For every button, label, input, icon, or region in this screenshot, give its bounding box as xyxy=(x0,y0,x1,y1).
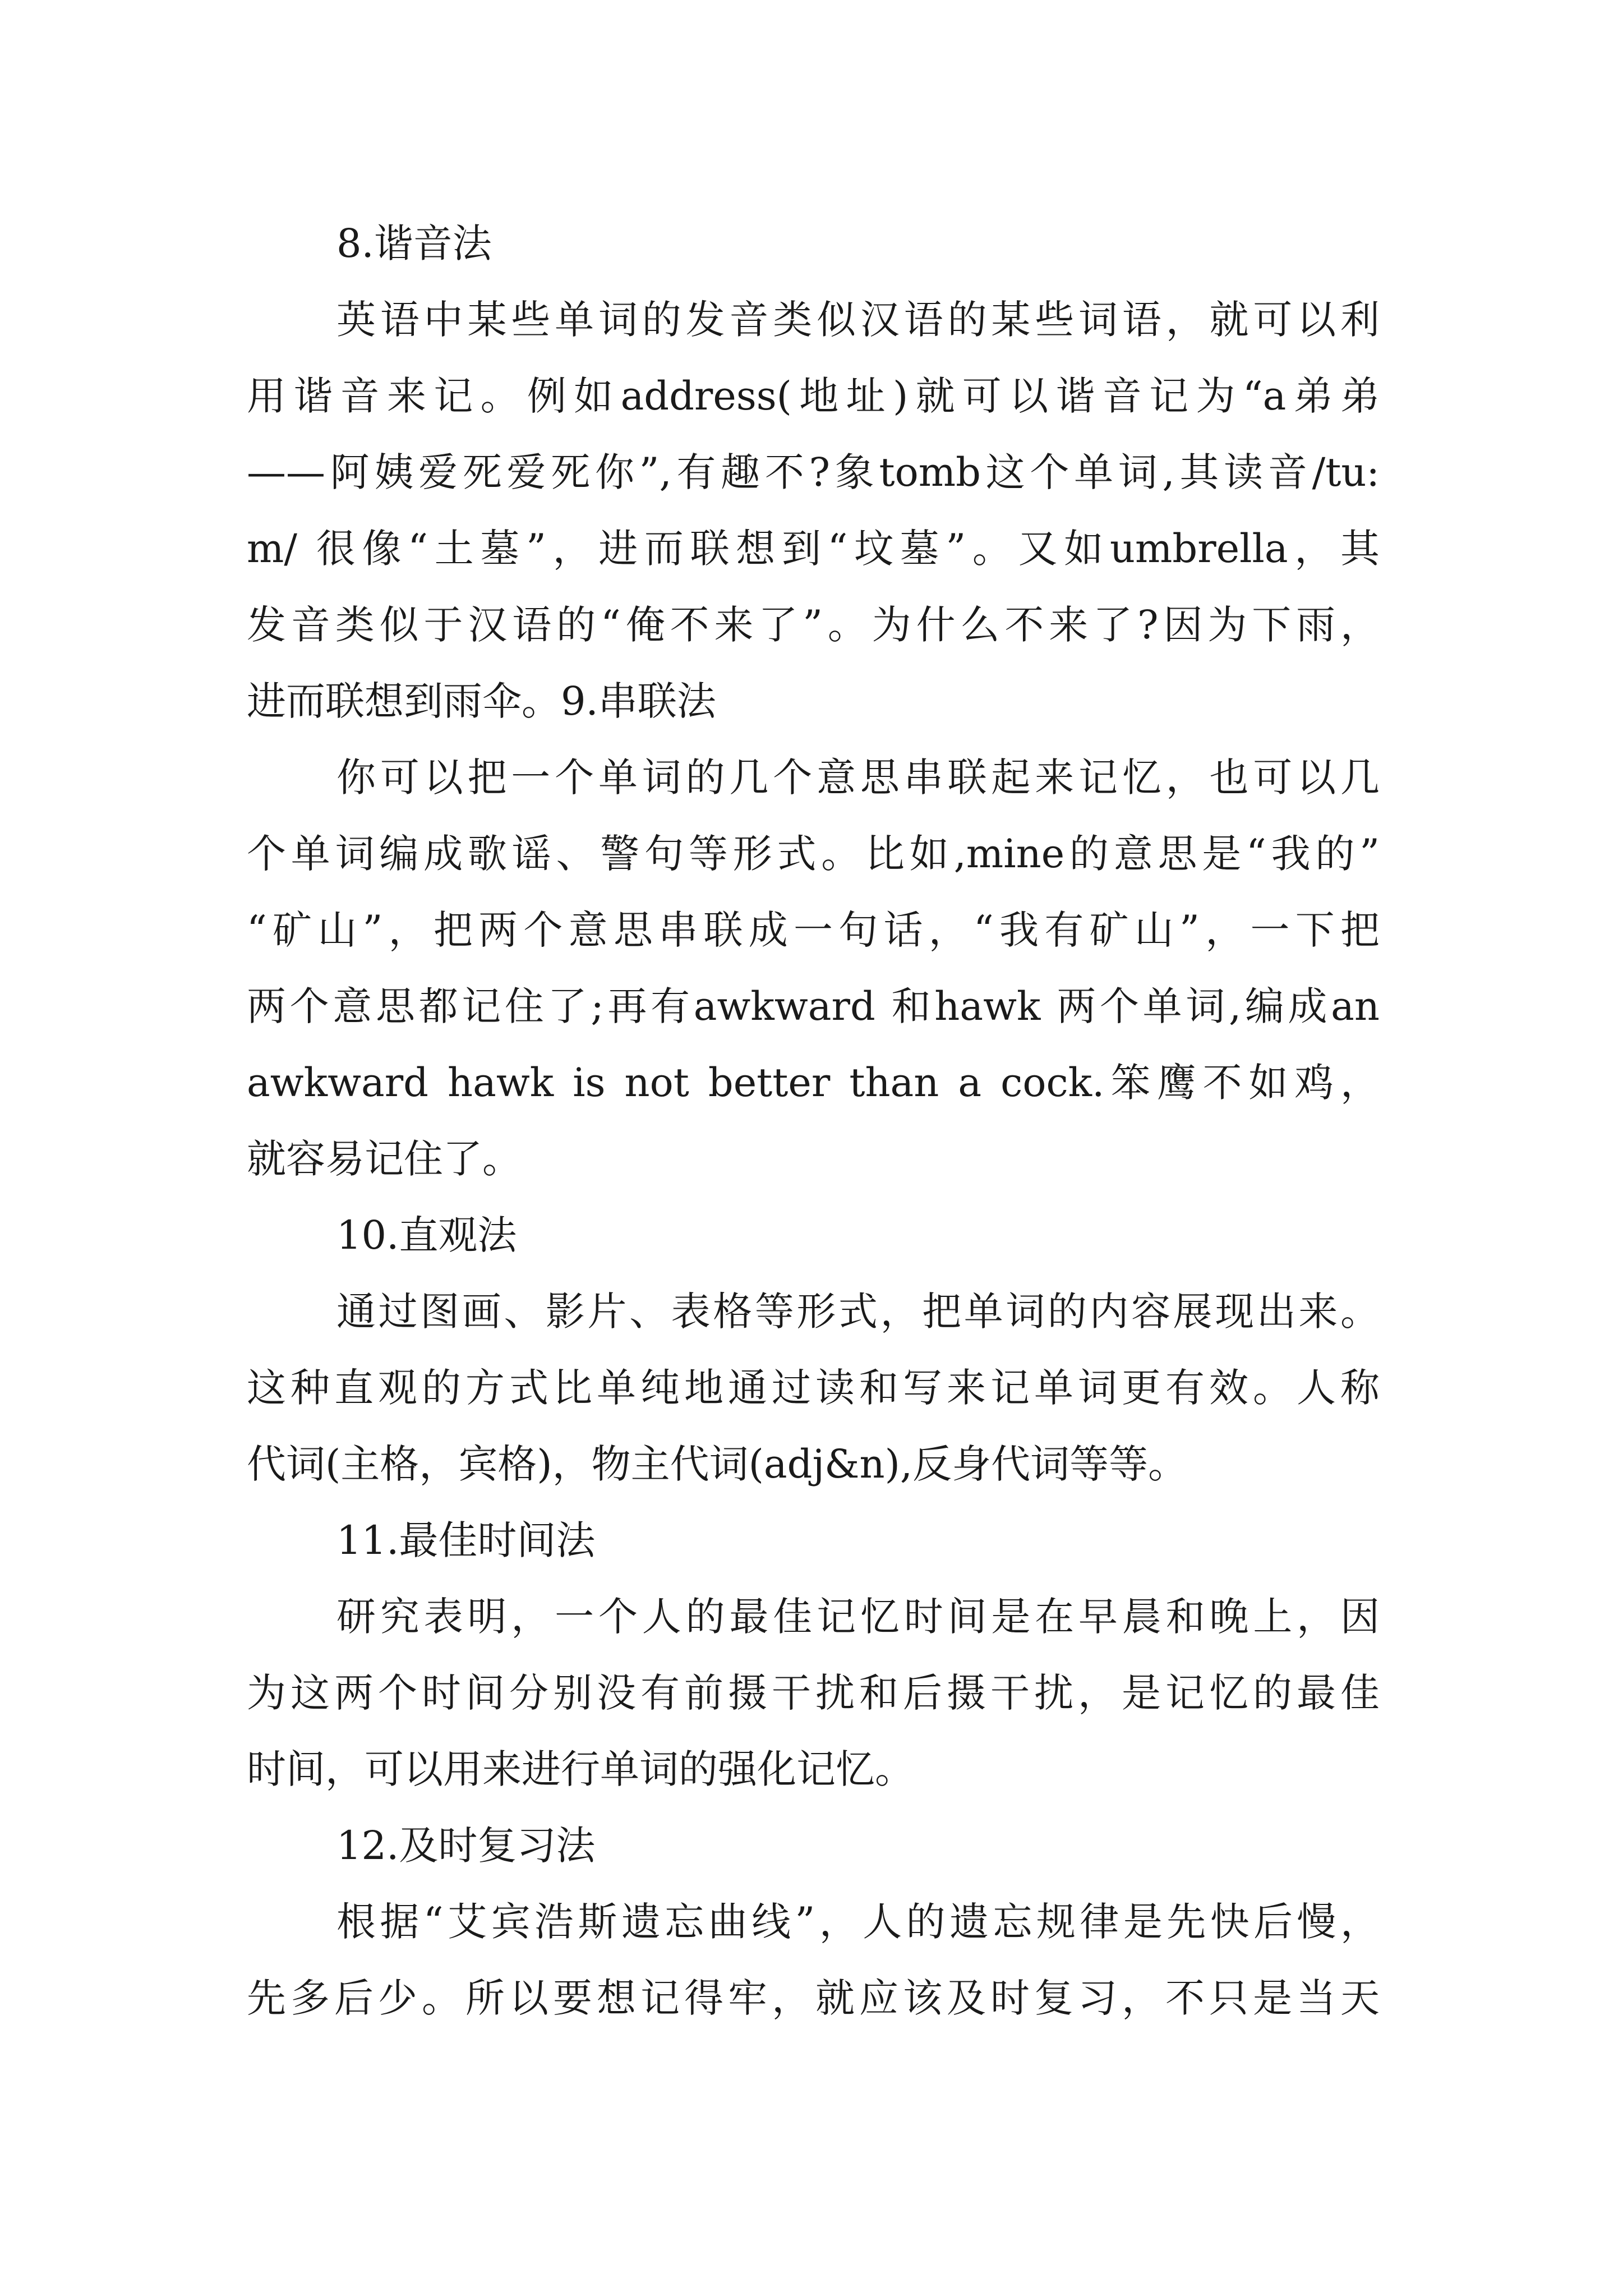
paragraph-line: 研究表明，一个人的最佳记忆时间是在早晨和晚上，因 xyxy=(336,1594,1380,1640)
paragraph-line: awkward hawk is not better than a cock.笨鹰不如鸡， xyxy=(247,1060,1380,1106)
paragraph-line: 通过图画、影片、表格等形式，把单词的内容展现出来。 xyxy=(336,1289,1380,1335)
paragraph-line: 进而联想到雨伞。9.串联法 xyxy=(247,678,716,724)
paragraph-line: 这种直观的方式比单纯地通过读和写来记单词更有效。人称 xyxy=(247,1365,1380,1411)
paragraph-line: 发音类似于汉语的“俺不来了”。为什么不来了?因为下雨， xyxy=(247,602,1380,648)
paragraph-line: 时间，可以用来进行单词的强化记忆。 xyxy=(247,1746,914,1792)
paragraph-line: m/ 很像“土墓”，进而联想到“坟墓”。又如umbrella，其 xyxy=(247,526,1380,572)
heading-homophone-method: 8.谐音法 xyxy=(336,220,492,266)
paragraph-line: 代词(主格，宾格)，物主代词(adj&n),反身代词等等。 xyxy=(247,1441,1188,1487)
paragraph-line: “矿山”，把两个意思串联成一句话，“我有矿山”，一下把 xyxy=(247,907,1380,953)
paragraph-line: 你可以把一个单词的几个意思串联起来记忆，也可以几 xyxy=(336,754,1380,800)
paragraph-line: 英语中某些单词的发音类似汉语的某些词语，就可以利 xyxy=(336,297,1380,343)
paragraph-line: 个单词编成歌谣、警句等形式。比如,mine的意思是“我的” xyxy=(247,831,1380,877)
paragraph-line: 就容易记住了。 xyxy=(247,1136,522,1182)
heading-best-time-method: 11.最佳时间法 xyxy=(336,1517,596,1563)
paragraph-line: 两个意思都记住了;再有awkward 和hawk 两个单词,编成an xyxy=(247,983,1380,1029)
heading-timely-review-method: 12.及时复习法 xyxy=(336,1823,596,1869)
paragraph-line: 为这两个时间分别没有前摄干扰和后摄干扰，是记忆的最佳 xyxy=(247,1670,1380,1716)
paragraph-line: 先多后少。所以要想记得牢，就应该及时复习，不只是当天 xyxy=(247,1975,1380,2021)
paragraph-line: 根据“艾宾浩斯遗忘曲线”，人的遗忘规律是先快后慢， xyxy=(336,1899,1380,1945)
paragraph-line: ——阿姨爱死爱死你”,有趣不?象tomb这个单词,其读音/tu: xyxy=(247,449,1380,495)
heading-visual-method: 10.直观法 xyxy=(336,1212,517,1258)
paragraph-line: 用谐音来记。例如address(地址)就可以谐音记为“a弟弟 xyxy=(247,373,1380,419)
